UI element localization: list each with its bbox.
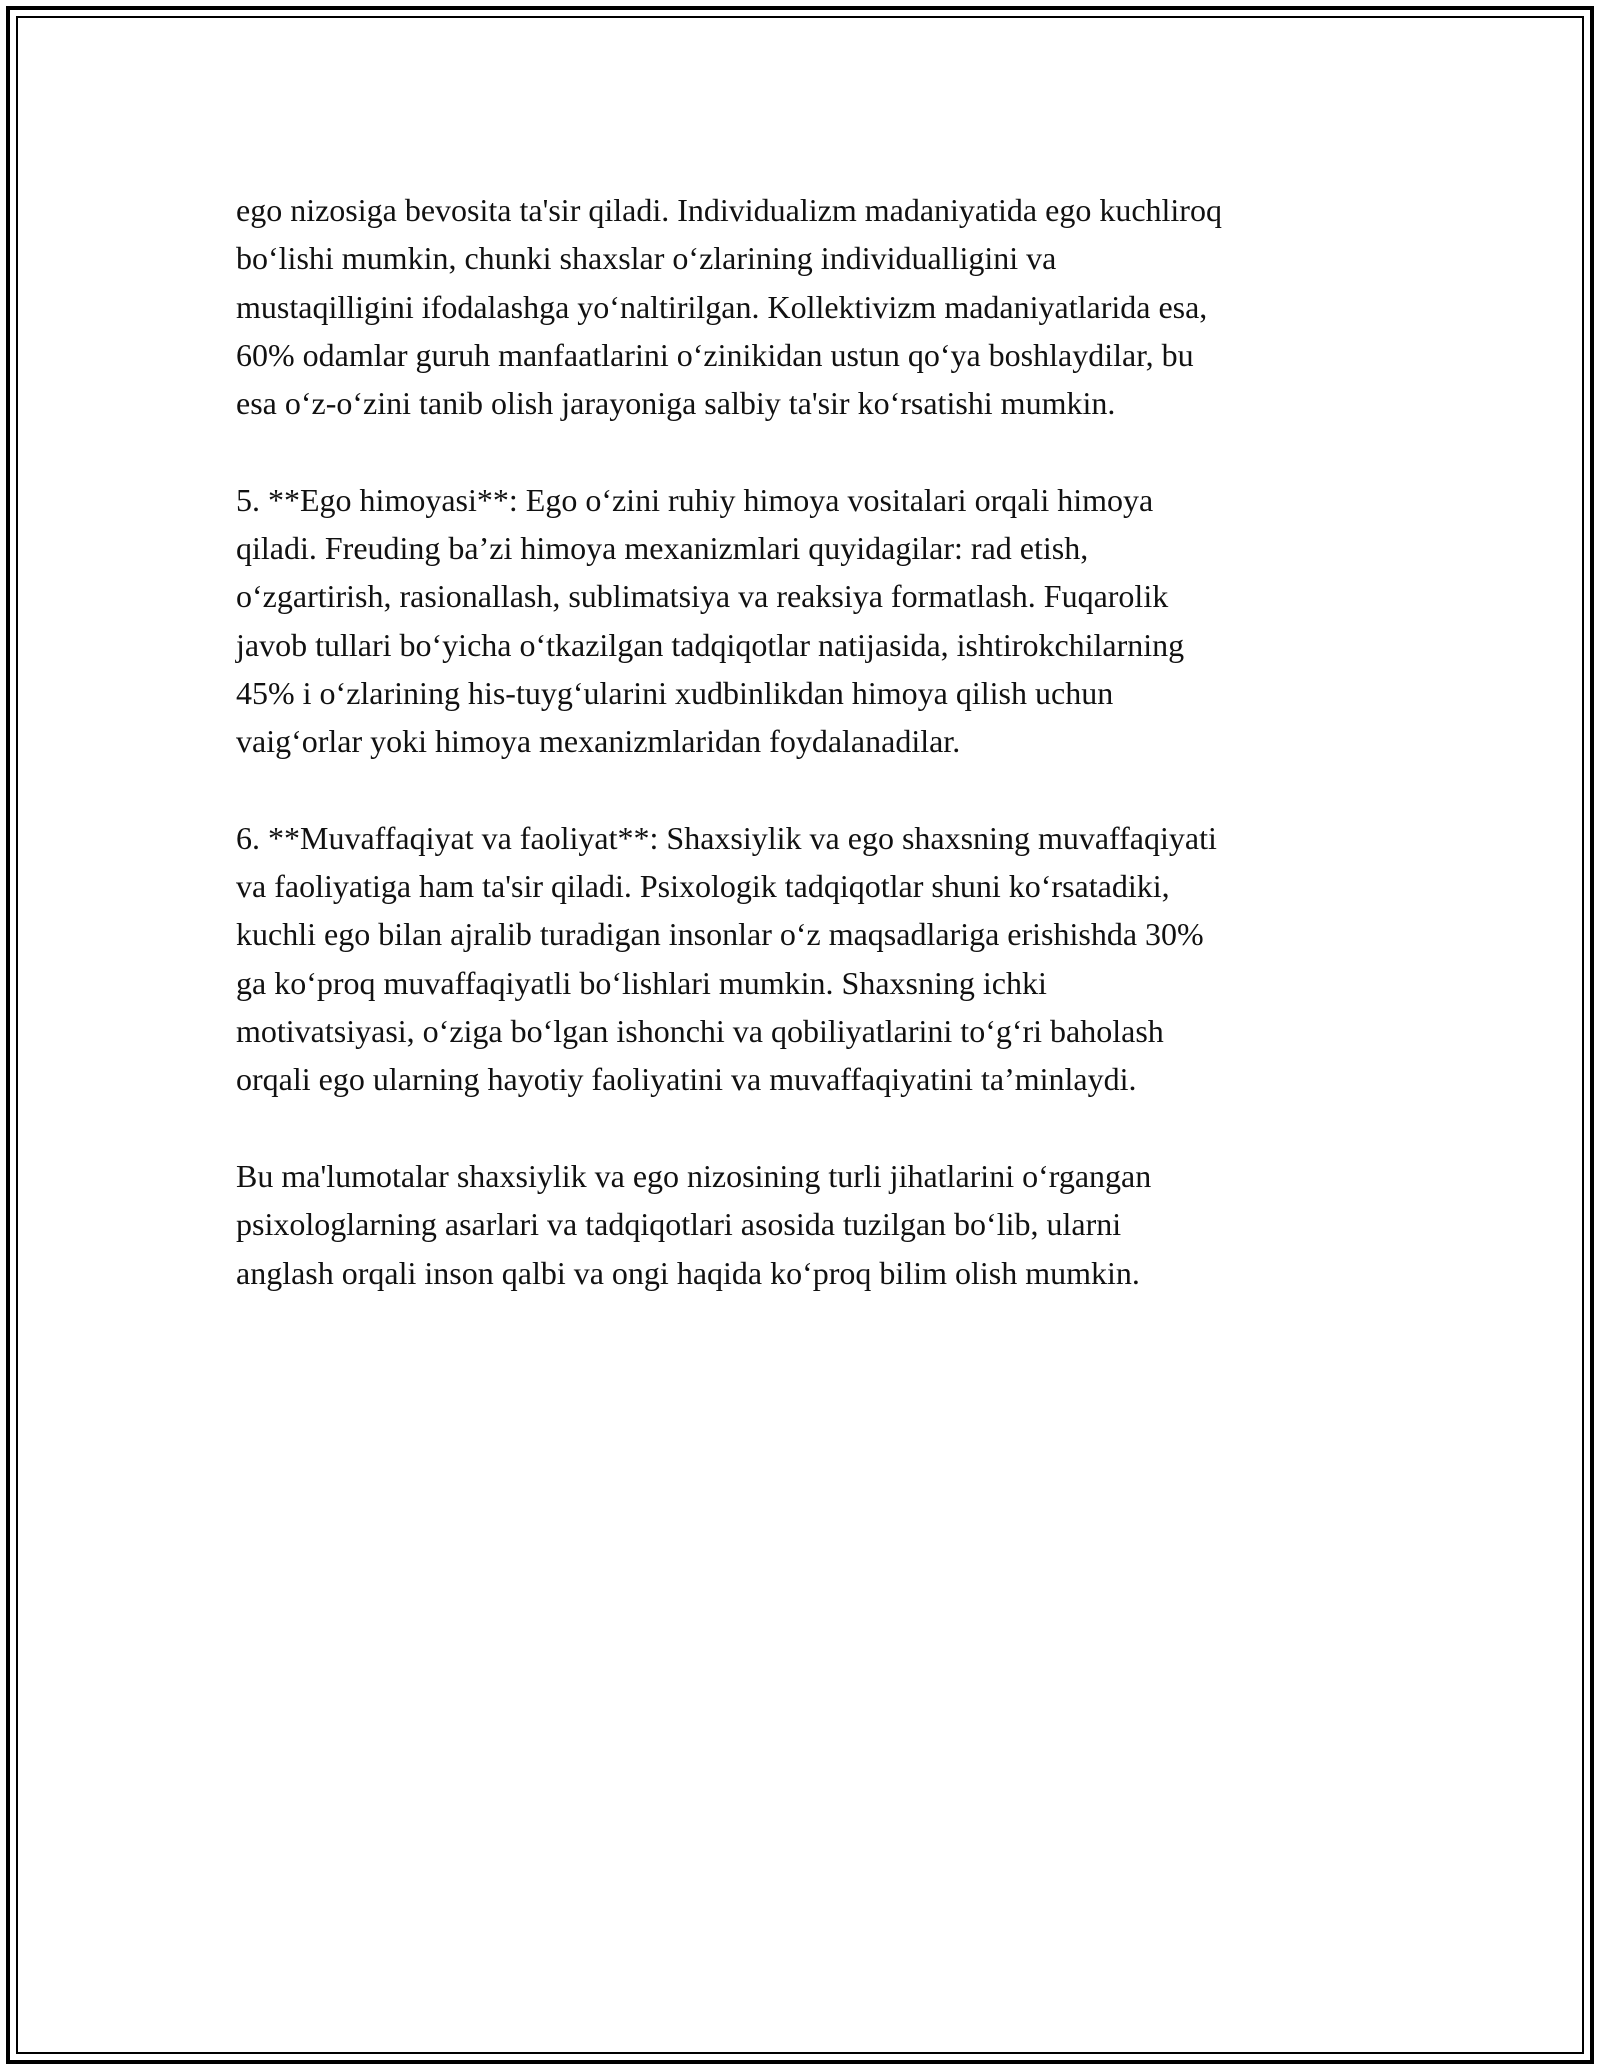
- paragraph-culture: [236, 186, 1396, 427]
- text-line: bo‘lishi mumkin, chunki shaxslar o‘zlarining individualligini va: [236, 240, 1057, 277]
- text-line: ga ko‘proq muvaffaqiyatli bo‘lishlari mumkin. Shaxsning ichki: [236, 964, 1047, 1001]
- text-line: o‘zgartirish, rasionallash, sublimatsiya va reaksiya formatlash. Fuqarolik: [236, 578, 1169, 615]
- text-line: 60% odamlar guruh manfaatlarini o‘zinikidan ustun qo‘ya boshlaydilar, bu: [236, 336, 1194, 373]
- text-line: va faoliyatiga ham ta'sir qiladi. Psixologik tadqiqotlar shuni ko‘rsatadiki,: [236, 868, 1170, 905]
- text-line: 5. **Ego himoyasi**: Ego o‘zini ruhiy himoya vositalari orqali himoya: [236, 481, 1154, 518]
- paragraph-conclusion: [236, 1152, 1396, 1297]
- paragraph-success-activity: [236, 814, 1396, 1104]
- text-line: Bu ma'lumotalar shaxsiylik va ego nizosining turli jihatlarini o‘rgangan: [236, 1157, 1152, 1194]
- text-line: esa o‘z-o‘zini tanib olish jarayoniga salbiy ta'sir ko‘rsatishi mumkin.: [236, 385, 1116, 422]
- text-line: javob tullari bo‘yicha o‘tkazilgan tadqiqotlar natijasida, ishtirokchilarning: [236, 626, 1185, 663]
- text-line: qiladi. Freuding ba’zi himoya mexanizmlari quyidagilar: rad etish,: [236, 530, 1089, 567]
- text-line: kuchli ego bilan ajralib turadigan insonlar o‘z maqsadlariga erishishda 30%: [236, 916, 1204, 953]
- text-line: vaig‘orlar yoki himoya mexanizmlaridan foydalanadilar.: [236, 723, 961, 760]
- text-line: motivatsiyasi, o‘ziga bo‘lgan ishonchi va qobiliyatlarini to‘g‘ri baholash: [236, 1013, 1164, 1050]
- text-line: anglash orqali inson qalbi va ongi haqida ko‘proq bilim olish mumkin.: [236, 1254, 1140, 1291]
- text-line: 6. **Muvaffaqiyat va faoliyat**: Shaxsiylik va ego shaxsning muvaffaqiyati: [236, 819, 1217, 856]
- text-line: orqali ego ularning hayotiy faoliyatini va muvaffaqiyatini ta’minlaydi.: [236, 1061, 1137, 1098]
- document-body: [236, 186, 1396, 1345]
- text-line: ego nizosiga bevosita ta'sir qiladi. Individualizm madaniyatida ego kuchliroq: [236, 192, 1222, 228]
- paragraph-ego-defense: [236, 476, 1396, 766]
- text-line: 45% i o‘zlarining his-tuyg‘ularini xudbinlikdan himoya qilish uchun: [236, 674, 1114, 711]
- text-line: psixologlarning asarlari va tadqiqotlari asosida tuzilgan bo‘lib, ularni: [236, 1206, 1122, 1243]
- text-line: mustaqilligini ifodalashga yo‘naltirilgan. Kollektivizm madaniyatlarida esa,: [236, 288, 1208, 325]
